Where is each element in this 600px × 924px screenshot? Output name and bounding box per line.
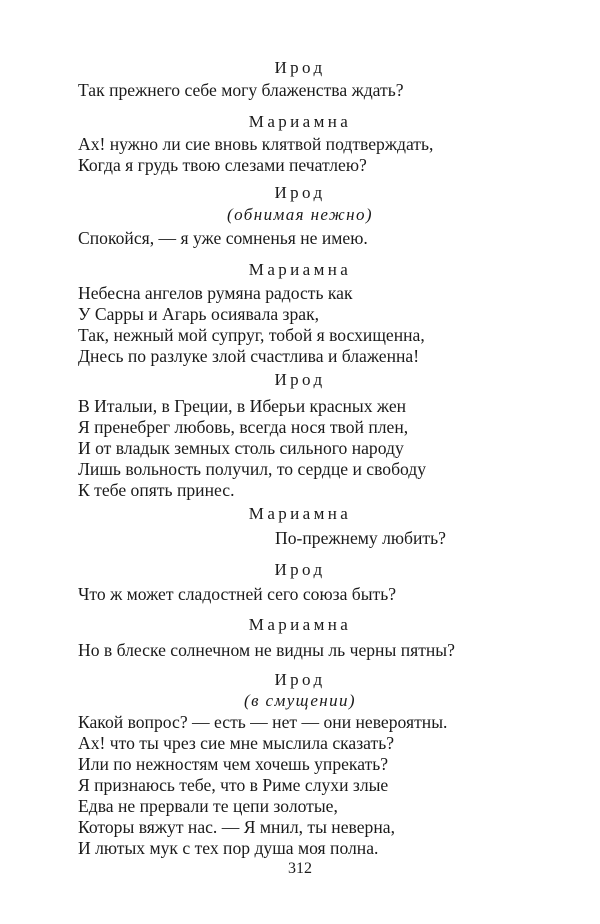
speaker-name: Ирод: [274, 183, 326, 202]
page-number: 312: [288, 860, 312, 877]
verse-line: Когда я грудь твою слезами печатлею?: [78, 155, 367, 175]
speaker-name: Ирод: [274, 58, 326, 77]
verse-line: Или по нежностям чем хочешь упрекать?: [78, 754, 389, 774]
verse-line: Но в блеске солнечном не видны ль черны пятны?: [78, 640, 455, 660]
verse-line: Так, нежный мой супруг, тобой я восхищенна,: [78, 325, 425, 345]
verse-line: Я признаюсь тебе, что в Риме слухи злые: [78, 775, 389, 795]
speaker-name: Мариамна: [248, 504, 352, 523]
verse-line: Лишь вольность получил, то сердце и свободу: [78, 459, 427, 479]
verse-line: Что ж может сладостней сего союза быть?: [78, 584, 397, 604]
verse-line: Ах! нужно ли сие вновь клятвой подтверждать,: [78, 134, 434, 154]
verse-line: И лютых мук с тех пор душа моя полна.: [78, 838, 379, 858]
verse-line: Спокойся, — я уже сомненья не имею.: [78, 228, 368, 248]
verse-line: Так прежнего себе могу блаженства ждать?: [78, 80, 404, 100]
speaker-name: Ирод: [274, 670, 326, 689]
speaker-name: Ирод: [274, 370, 326, 389]
speaker-name: Мариамна: [248, 615, 352, 634]
speaker-name: Мариамна: [248, 260, 352, 279]
verse-line: У Сарры и Агарь осиявала зрак,: [78, 304, 320, 324]
verse-line: По-прежнему любить?: [275, 528, 446, 548]
verse-line: К тебе опять принес.: [78, 480, 235, 500]
speaker-name: Мариамна: [248, 112, 352, 131]
verse-line: Я пренебрег любовь, всегда нося твой плен,: [78, 417, 409, 437]
verse-line: Днесь по разлуке злой счастлива и блаженна!: [78, 346, 420, 366]
stage-direction: (обнимая нежно): [227, 205, 373, 224]
verse-line: Едва не прервали те цепи золотые,: [78, 796, 338, 816]
verse-line: Которы вяжут нас. — Я мнил, ты неверна,: [78, 817, 395, 837]
verse-line: Ах! что ты чрез сие мне мыслила сказать?: [78, 733, 395, 753]
verse-line: Какой вопрос? — есть — нет — они невероятны.: [78, 712, 448, 732]
verse-line: И от владык земных столь сильного народу: [78, 438, 404, 458]
stage-direction: (в смущении): [244, 691, 356, 710]
verse-line: В Италыи, в Греции, в Иберьи красных жен: [78, 396, 407, 416]
speaker-name: Ирод: [274, 560, 326, 579]
verse-line: Небесна ангелов румяна радость как: [78, 283, 353, 303]
